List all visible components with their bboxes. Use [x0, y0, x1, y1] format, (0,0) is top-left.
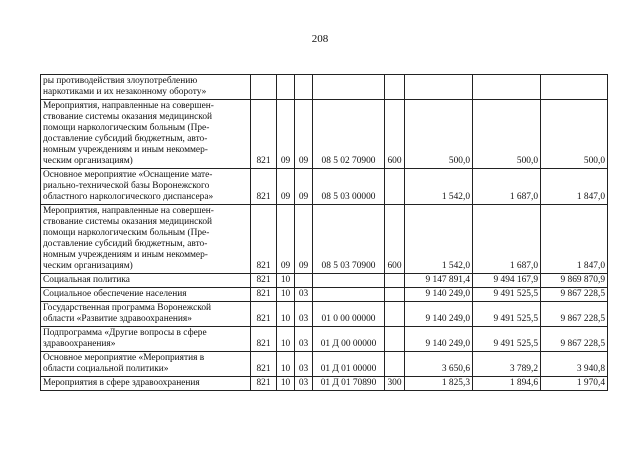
cell-amount-year-2: [473, 75, 541, 100]
cell-subsection-code: 03: [295, 302, 313, 327]
cell-expense-type-code: 600: [385, 100, 405, 169]
cell-amount-year-3: 1 970,4: [541, 377, 608, 391]
cell-target-item-code: 08 5 02 70900: [313, 100, 385, 169]
cell-section-code: 10: [277, 352, 295, 377]
cell-subsection-code: 09: [295, 169, 313, 205]
cell-amount-year-1: 1 542,0: [405, 205, 473, 274]
cell-amount-year-1: 3 650,6: [405, 352, 473, 377]
cell-subsection-code: 03: [295, 327, 313, 352]
cell-department-code: 821: [251, 327, 277, 352]
cell-section-code: 10: [277, 377, 295, 391]
cell-subsection-code: [295, 75, 313, 100]
cell-amount-year-2: 1 687,0: [473, 169, 541, 205]
cell-department-code: 821: [251, 352, 277, 377]
table-row: [41, 377, 608, 391]
budget-table: [40, 74, 608, 391]
cell-amount-year-1: 500,0: [405, 100, 473, 169]
cell-department-code: 821: [251, 169, 277, 205]
cell-description: ры противодействия злоупотреблению наркотиками и их незаконному обороту»: [41, 75, 251, 100]
cell-description: Основное мероприятие «Оснащение мате- риально-технической базы Воронежского областного наркологического диспансера»: [41, 169, 251, 205]
table-row: [41, 302, 608, 327]
table-row: [41, 274, 608, 288]
cell-section-code: 09: [277, 100, 295, 169]
table-row: [41, 205, 608, 274]
cell-expense-type-code: [385, 75, 405, 100]
cell-target-item-code: 08 5 03 70900: [313, 205, 385, 274]
cell-target-item-code: [313, 75, 385, 100]
table-row: [41, 100, 608, 169]
cell-amount-year-1: 9 140 249,0: [405, 327, 473, 352]
cell-description: Социальное обеспечение населения: [41, 288, 251, 302]
cell-amount-year-3: 3 940,8: [541, 352, 608, 377]
cell-amount-year-3: 9 869 870,9: [541, 274, 608, 288]
cell-section-code: [277, 75, 295, 100]
cell-expense-type-code: 300: [385, 377, 405, 391]
cell-section-code: 10: [277, 274, 295, 288]
cell-amount-year-2: 9 491 525,5: [473, 302, 541, 327]
cell-target-item-code: 08 5 03 00000: [313, 169, 385, 205]
cell-amount-year-2: 9 491 525,5: [473, 288, 541, 302]
cell-subsection-code: 03: [295, 352, 313, 377]
cell-description: Основное мероприятие «Мероприятия в области социальной политики»: [41, 352, 251, 377]
cell-amount-year-3: 9 867 228,5: [541, 327, 608, 352]
cell-amount-year-1: 9 140 249,0: [405, 288, 473, 302]
cell-department-code: 821: [251, 288, 277, 302]
cell-section-code: 10: [277, 302, 295, 327]
cell-amount-year-3: 1 847,0: [541, 205, 608, 274]
cell-subsection-code: 03: [295, 288, 313, 302]
cell-section-code: 09: [277, 169, 295, 205]
cell-target-item-code: 01 Д 01 70890: [313, 377, 385, 391]
cell-subsection-code: 03: [295, 377, 313, 391]
table-body: [41, 75, 608, 391]
cell-department-code: 821: [251, 377, 277, 391]
cell-department-code: [251, 75, 277, 100]
cell-amount-year-1: 9 147 891,4: [405, 274, 473, 288]
cell-department-code: 821: [251, 100, 277, 169]
cell-amount-year-3: 9 867 228,5: [541, 288, 608, 302]
cell-department-code: 821: [251, 205, 277, 274]
cell-target-item-code: [313, 288, 385, 302]
cell-subsection-code: 09: [295, 205, 313, 274]
cell-expense-type-code: [385, 327, 405, 352]
cell-description: Мероприятия, направленные на совершен- ствование системы оказания медицинской помощи наркологическим больным (Пре- доставление субсидий бюджетным, авто- номным учреждениям и иным некоммер- ческим организациям): [41, 100, 251, 169]
cell-section-code: 09: [277, 205, 295, 274]
cell-expense-type-code: [385, 274, 405, 288]
table-row: [41, 352, 608, 377]
cell-description: Мероприятия в сфере здравоохранения: [41, 377, 251, 391]
table-row: [41, 169, 608, 205]
cell-description: Подпрограмма «Другие вопросы в сфере здравоохранения»: [41, 327, 251, 352]
cell-department-code: 821: [251, 302, 277, 327]
cell-target-item-code: 01 Д 00 00000: [313, 327, 385, 352]
cell-subsection-code: [295, 274, 313, 288]
cell-target-item-code: [313, 274, 385, 288]
cell-subsection-code: 09: [295, 100, 313, 169]
cell-description: Государственная программа Воронежской области «Развитие здравоохранения»: [41, 302, 251, 327]
cell-section-code: 10: [277, 327, 295, 352]
cell-amount-year-2: 3 789,2: [473, 352, 541, 377]
table-row: [41, 288, 608, 302]
cell-amount-year-1: [405, 75, 473, 100]
cell-expense-type-code: [385, 169, 405, 205]
cell-expense-type-code: 600: [385, 205, 405, 274]
cell-target-item-code: 01 0 00 00000: [313, 302, 385, 327]
table-row: [41, 75, 608, 100]
cell-expense-type-code: [385, 352, 405, 377]
cell-amount-year-2: 9 494 167,9: [473, 274, 541, 288]
cell-expense-type-code: [385, 302, 405, 327]
page-number: 208: [311, 33, 329, 45]
cell-amount-year-2: 1 894,6: [473, 377, 541, 391]
cell-target-item-code: 01 Д 01 00000: [313, 352, 385, 377]
table-row: [41, 327, 608, 352]
cell-amount-year-3: 500,0: [541, 100, 608, 169]
cell-description: Социальная политика: [41, 274, 251, 288]
cell-department-code: 821: [251, 274, 277, 288]
cell-expense-type-code: [385, 288, 405, 302]
cell-amount-year-2: 9 491 525,5: [473, 327, 541, 352]
cell-amount-year-2: 1 687,0: [473, 205, 541, 274]
cell-amount-year-3: [541, 75, 608, 100]
cell-amount-year-3: 9 867 228,5: [541, 302, 608, 327]
cell-amount-year-1: 1 542,0: [405, 169, 473, 205]
cell-amount-year-1: 1 825,3: [405, 377, 473, 391]
cell-amount-year-2: 500,0: [473, 100, 541, 169]
cell-amount-year-3: 1 847,0: [541, 169, 608, 205]
cell-section-code: 10: [277, 288, 295, 302]
cell-amount-year-1: 9 140 249,0: [405, 302, 473, 327]
cell-description: Мероприятия, направленные на совершен- ствование системы оказания медицинской помощи наркологическим больным (Пре- доставление субсидий бюджетным, авто- номным учреждениям и иным некоммер- ческим организациям): [41, 205, 251, 274]
